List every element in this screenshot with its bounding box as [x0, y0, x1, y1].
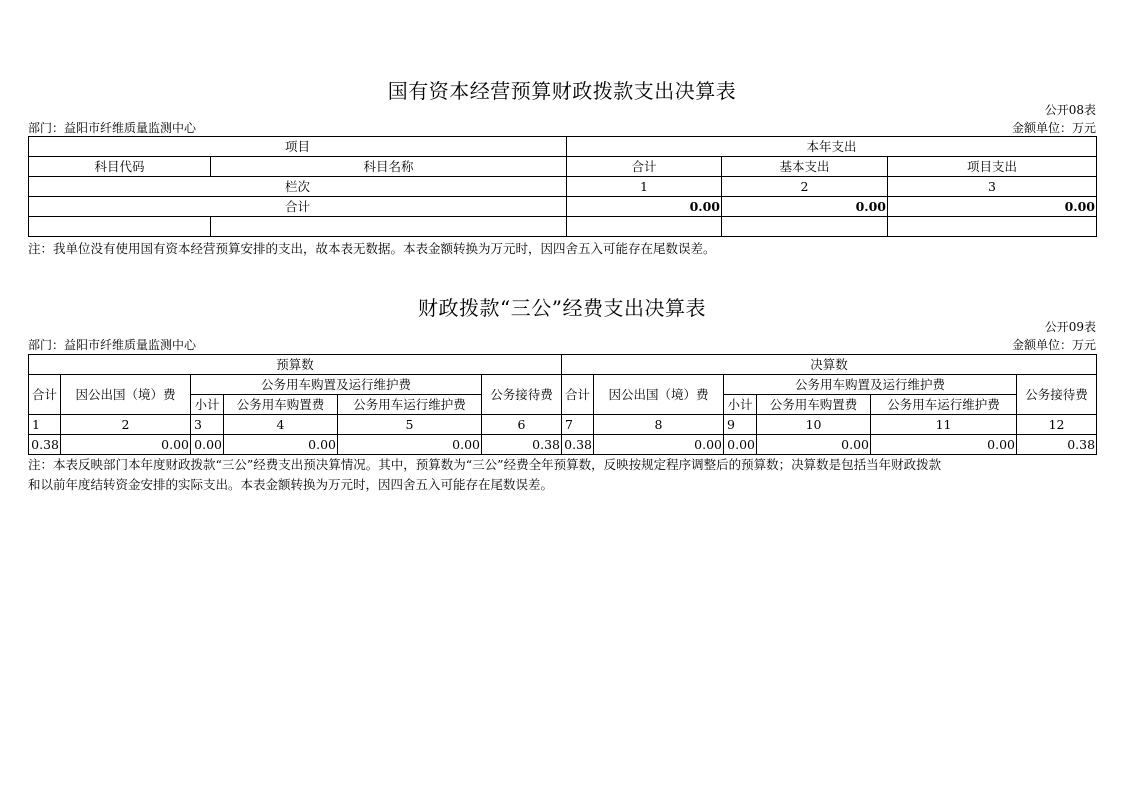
- table09: [28, 354, 1097, 455]
- value-cell: 0.38: [562, 435, 594, 455]
- value-cell: 0.00: [224, 435, 338, 455]
- table-row: [29, 415, 1097, 435]
- header-basic: 基本支出: [722, 157, 888, 177]
- value-cell: 0.00: [61, 435, 191, 455]
- header-abroad: 因公出国（境）费: [594, 375, 724, 415]
- header-column-row: 栏次: [29, 177, 567, 197]
- table-row: [29, 157, 1097, 177]
- value-cell: 0.38: [482, 435, 562, 455]
- table09-dept: 部门：益阳市纤维质量监测中心: [28, 338, 197, 352]
- header-abroad: 因公出国（境）费: [61, 375, 191, 415]
- header-operation: 公务用车运行维护费: [338, 395, 482, 415]
- table-row: [29, 375, 1097, 395]
- table09-note-line2: 和以前年度结转资金安排的实际支出。本表金额转换为万元时，因四舍五入可能存在尾数误差。: [28, 477, 554, 492]
- table09-note: [28, 455, 1100, 495]
- col-number: 10: [757, 415, 871, 435]
- value-cell: 0.00: [594, 435, 724, 455]
- col-number: 7: [562, 415, 594, 435]
- col-number: 1: [567, 177, 722, 197]
- value-cell: 0.38: [29, 435, 61, 455]
- empty-cell: [567, 217, 722, 237]
- value-cell: 0.00: [757, 435, 871, 455]
- value-cell: 0.00: [191, 435, 224, 455]
- col-number: 6: [482, 415, 562, 435]
- table08-unit: 金额单位：万元: [1011, 121, 1096, 135]
- header-purchase: 公务用车购置费: [224, 395, 338, 415]
- basic-value: 0.00: [722, 197, 888, 217]
- table08: [28, 136, 1097, 237]
- table-row: [29, 435, 1097, 455]
- value-cell: 0.38: [1017, 435, 1097, 455]
- header-subject-code: 科目代码: [29, 157, 211, 177]
- col-number: 1: [29, 415, 61, 435]
- empty-cell: [722, 217, 888, 237]
- empty-cell: [211, 217, 567, 237]
- header-vehicle: 公务用车购置及运行维护费: [191, 375, 482, 395]
- header-vehicle: 公务用车购置及运行维护费: [724, 375, 1017, 395]
- header-total: 合计: [29, 375, 61, 415]
- header-total: 合计: [567, 157, 722, 177]
- col-number: 3: [888, 177, 1097, 197]
- value-cell: 0.00: [724, 435, 757, 455]
- col-number: 3: [191, 415, 224, 435]
- table09-title: 财政拨款“三公”经费支出决算表: [418, 296, 706, 320]
- table-row: [29, 177, 1097, 197]
- header-project: 项目: [29, 137, 567, 157]
- col-number: 2: [61, 415, 191, 435]
- col-number: 4: [224, 415, 338, 435]
- total-value: 0.00: [567, 197, 722, 217]
- header-purchase: 公务用车购置费: [757, 395, 871, 415]
- table09-note-line1: 注：本表反映部门本年度财政拨款“三公”经费支出预决算情况。其中，预算数为“三公”经费全年预算数，反映按规定程序调整后的预算数；决算数是包括当年财政拨款: [28, 457, 942, 472]
- total-label: 合计: [29, 197, 567, 217]
- table-row: [29, 137, 1097, 157]
- header-final: 决算数: [562, 355, 1097, 375]
- table09-code: 公开09表: [1044, 320, 1096, 334]
- header-reception: 公务接待费: [1017, 375, 1097, 415]
- empty-cell: [888, 217, 1097, 237]
- header-subtotal: 小计: [191, 395, 224, 415]
- table-row: [29, 197, 1097, 217]
- value-cell: 0.00: [338, 435, 482, 455]
- project-expense-value: 0.00: [888, 197, 1097, 217]
- header-reception: 公务接待费: [482, 375, 562, 415]
- header-total: 合计: [562, 375, 594, 415]
- table08-code: 公开08表: [1044, 103, 1096, 117]
- col-number: 12: [1017, 415, 1097, 435]
- header-project-expense: 项目支出: [888, 157, 1097, 177]
- table09-unit: 金额单位：万元: [1011, 338, 1096, 352]
- col-number: 9: [724, 415, 757, 435]
- table-row: [29, 217, 1097, 237]
- col-number: 2: [722, 177, 888, 197]
- header-operation: 公务用车运行维护费: [871, 395, 1017, 415]
- col-number: 8: [594, 415, 724, 435]
- header-subject-name: 科目名称: [211, 157, 567, 177]
- header-budget: 预算数: [29, 355, 562, 375]
- header-subtotal: 小计: [724, 395, 757, 415]
- empty-cell: [29, 217, 211, 237]
- col-number: 11: [871, 415, 1017, 435]
- table-row: [29, 355, 1097, 375]
- table08-dept: 部门：益阳市纤维质量监测中心: [28, 121, 197, 135]
- table08-title: 国有资本经营预算财政拨款支出决算表: [387, 79, 737, 103]
- header-current-year: 本年支出: [567, 137, 1097, 157]
- value-cell: 0.00: [871, 435, 1017, 455]
- col-number: 5: [338, 415, 482, 435]
- table08-note: 注：我单位没有使用国有资本经营预算安排的支出，故本表无数据。本表金额转换为万元时，因四舍五入可能存在尾数误差。: [28, 241, 716, 256]
